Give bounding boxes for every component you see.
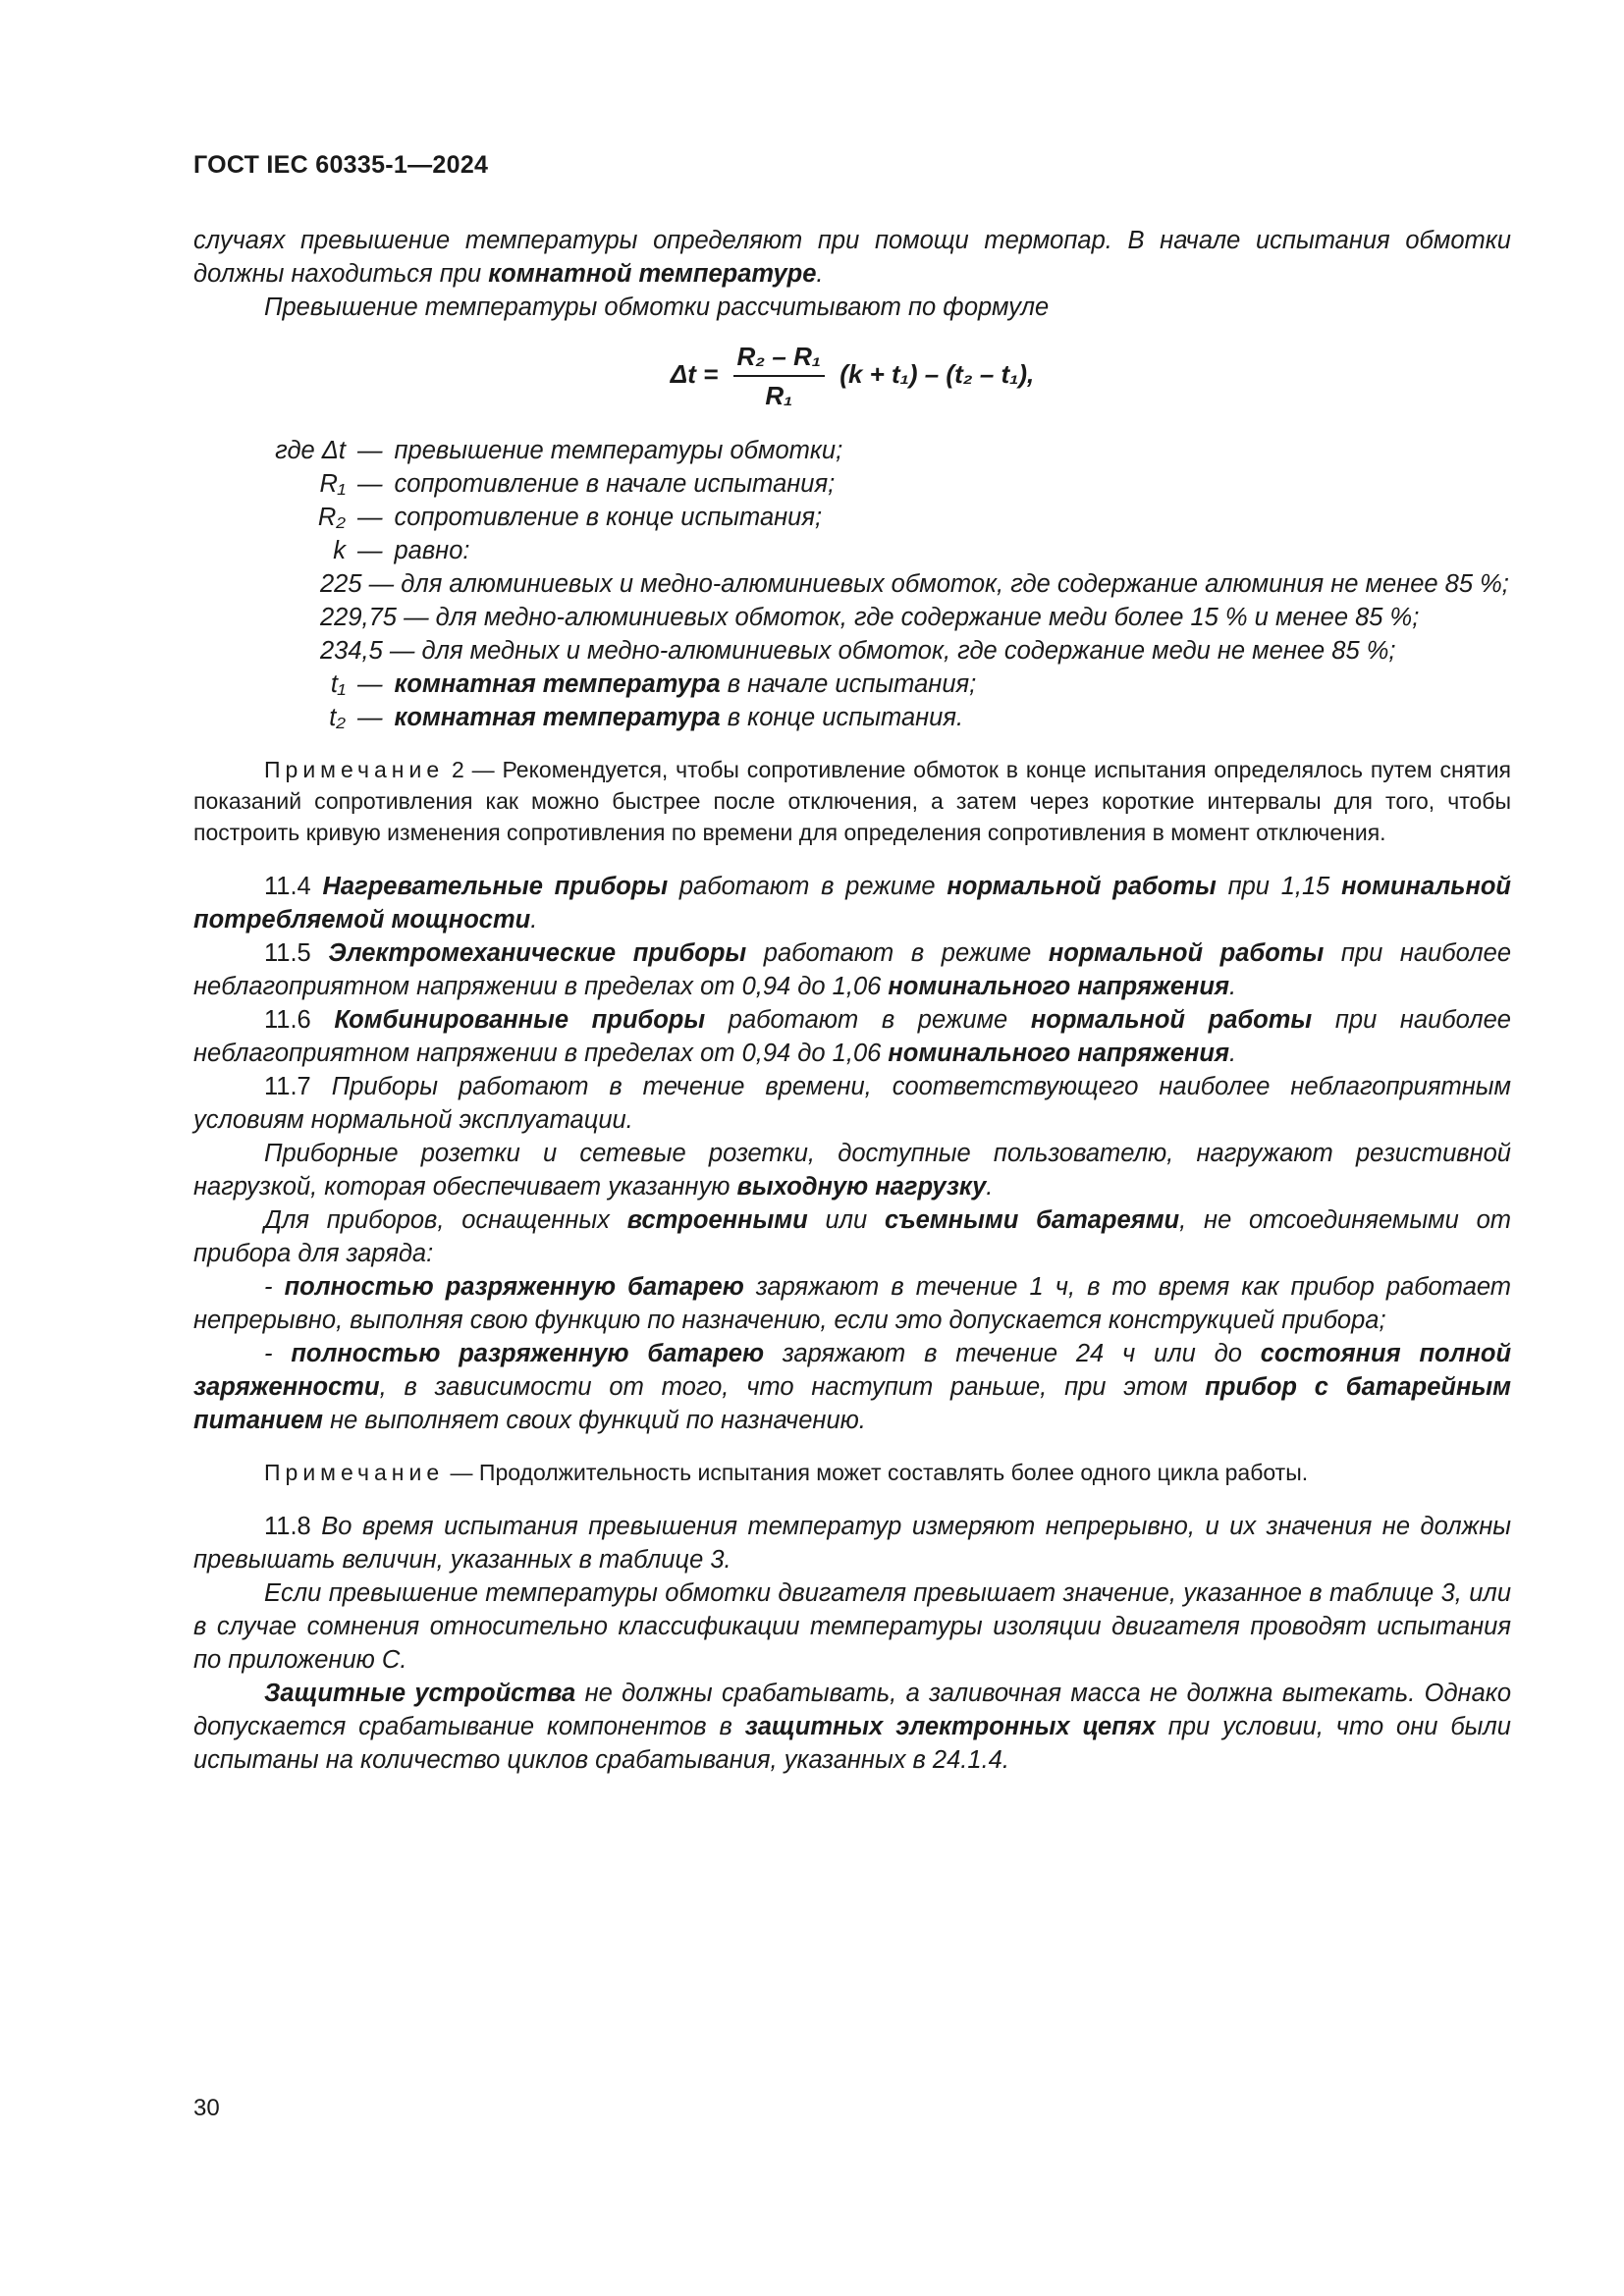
formula-intro: Превышение температуры обмотки рассчитывают по формуле <box>264 294 1050 321</box>
section-11-6 <box>193 1003 1511 1070</box>
text-run: . <box>986 1173 994 1201</box>
defined-term: комнатной температуре <box>488 260 817 288</box>
definition-text <box>395 701 1512 734</box>
dash: — <box>357 470 383 498</box>
section-11-5 <box>193 936 1511 1003</box>
definition-symbol: t₁ <box>330 670 346 698</box>
text-run: Приборные розетки и сетевые розетки, доступные пользователю, нагружают резистивной нагрузкой, которая обеспечивает указанную <box>193 1140 1511 1201</box>
section-number: 11.8 <box>264 1513 311 1540</box>
section-number: 11.7 <box>264 1073 311 1100</box>
defined-term: номинального напряжения <box>888 973 1230 1000</box>
definition-row <box>193 467 1511 501</box>
k-value-item: 234,5 — для медных и медно-алюминиевых обмоток, где содержание меди не менее 85 %; <box>320 637 1396 665</box>
k-value-item: 229,75 — для медно-алюминиевых обмоток, где содержание меди более 15 % и менее 85 %; <box>320 604 1420 631</box>
defined-term: съемными батареями <box>885 1206 1180 1234</box>
text-run: работают в режиме <box>668 873 947 900</box>
text-run: в конце испытания. <box>720 704 964 731</box>
defined-term: комнатная температура <box>394 704 721 731</box>
text-run: не выполняет своих функций по назначению. <box>323 1407 866 1434</box>
formula-fraction <box>733 340 826 412</box>
text-run: . <box>530 906 538 934</box>
defined-term: нормальной работы <box>1030 1006 1313 1034</box>
text-run: . <box>816 260 824 288</box>
section-11-7 <box>193 1070 1511 1137</box>
note-2 <box>193 754 1511 848</box>
definition-row <box>193 667 1511 701</box>
defined-term: Нагревательные приборы <box>322 873 669 900</box>
text-run: Приборы работают в течение времени, соответствующего наиболее неблагоприятным условиям нормальной эксплуатации. <box>193 1073 1511 1134</box>
definition-symbol: k <box>333 537 346 564</box>
formula <box>193 340 1511 410</box>
formula-denominator: R₁ <box>765 381 793 410</box>
paragraph <box>193 1677 1511 1777</box>
defined-term: выходную нагрузку <box>736 1173 987 1201</box>
defined-term: полностью разряженную батарею <box>284 1273 744 1301</box>
text-run: Во время испытания превышения температур измеряют непрерывно, и их значения не должны превышать величин, указанных в таблице 3. <box>193 1513 1511 1574</box>
paragraph <box>193 1137 1511 1203</box>
section-11-4 <box>193 870 1511 936</box>
definitions-list <box>193 434 1511 734</box>
definition-row <box>193 434 1511 467</box>
page-number: 30 <box>193 2095 220 2121</box>
text-run: Для приборов, оснащенных <box>264 1206 627 1234</box>
section-number: 11.5 <box>264 939 311 967</box>
text-run: или <box>807 1206 886 1234</box>
defined-term: номинального напряжения <box>888 1040 1230 1067</box>
text-run: заряжают в течение 1 ч, в то время как прибор работает непрерывно, выполняя свою функцию по назначению, если это допускается конструкцией прибора; <box>193 1273 1512 1334</box>
defined-term: состояния полной заряженности <box>193 1340 1512 1401</box>
section-11-8 <box>193 1510 1511 1576</box>
definition-text: сопротивление в начале испытания; <box>394 470 836 498</box>
defined-term: нормальной работы <box>1048 939 1325 967</box>
note-3 <box>193 1457 1511 1488</box>
definition-text: сопротивление в конце испытания; <box>394 504 823 531</box>
paragraph <box>193 1203 1511 1270</box>
section-number: 11.6 <box>264 1006 311 1034</box>
defined-term: встроенными <box>626 1206 808 1234</box>
note-label: Примечание <box>264 757 445 782</box>
definition-symbol: R₁ <box>319 470 346 498</box>
note-text: — Рекомендуется, чтобы сопротивление обмоток в конце испытания определялось путем снятия показаний сопротивления как можно быстрее после отключения, а затем через короткие интервалы для того, чтобы построить кривую изменения сопротивления по времени для определения сопротивления в момент отключения. <box>193 757 1512 845</box>
list-item <box>193 1270 1511 1337</box>
defined-term: полностью разряженную батарею <box>291 1340 765 1367</box>
document-header: ГОСТ IEC 60335-1—2024 <box>193 151 489 179</box>
defined-term: Защитные устройства <box>264 1680 576 1707</box>
definition-symbol: R₂ <box>317 504 346 531</box>
definition-row <box>193 701 1511 734</box>
definition-row <box>193 501 1511 534</box>
text-run: - <box>264 1273 285 1301</box>
defined-term: номинальной потребляемой мощности <box>193 873 1511 934</box>
defined-term: прибор с батарейным питанием <box>193 1373 1511 1434</box>
dash: — <box>357 704 383 731</box>
note-number: 2 <box>451 757 464 782</box>
intro-paragraph <box>193 224 1511 291</box>
text-run: не должны срабатывать, а заливочная масса не должна вытекать. Однако допускается срабатывание компонентов в <box>193 1680 1511 1740</box>
formula-lhs: Δt = <box>670 358 719 389</box>
text-run: при наиболее неблагоприятном напряжении в пределах от 0,94 до 1,06 <box>193 939 1511 1000</box>
text-run: , не отсоединяемыми от прибора для заряда: <box>193 1206 1511 1267</box>
dash: — <box>357 537 383 564</box>
defined-term: комнатная температура <box>394 670 721 698</box>
defined-term: нормальной работы <box>947 873 1217 900</box>
text-run: в начале испытания; <box>720 670 977 698</box>
text-run: . <box>1229 973 1237 1000</box>
text-run: , в зависимости от того, что наступит раньше, при этом <box>379 1373 1206 1401</box>
definition-row <box>193 534 1511 567</box>
text-run: заряжают в течение 24 ч или до <box>764 1340 1261 1367</box>
definition-text: равно: <box>394 537 470 564</box>
paragraph: Если превышение температуры обмотки двигателя превышает значение, указанное в таблице 3, или в случае сомнения относительно классификации температуры изоляции двигателя проводят испытания по приложению С. <box>193 1579 1511 1674</box>
text-run: работают в режиме <box>705 1006 1031 1034</box>
text-run: случаях превышение температуры определяют при помощи термопар. В начале испытания обмотки должны находиться при <box>193 227 1511 288</box>
text-run: при наиболее неблагоприятном напряжении в пределах от 0,94 до 1,06 <box>193 1006 1511 1067</box>
note-text: — Продолжительность испытания может составлять более одного цикла работы. <box>450 1460 1309 1485</box>
section-number: 11.4 <box>264 873 311 900</box>
defined-term: защитных электронных цепях <box>744 1713 1156 1740</box>
definition-text <box>395 667 1512 701</box>
list-item <box>193 1337 1511 1437</box>
text-run: при условии, что они были испытаны на количество циклов срабатывания, указанных в 24.1.4. <box>193 1713 1511 1774</box>
k-value-item: 225 — для алюминиевых и медно-алюминиевых обмоток, где содержание алюминия не менее 85 %; <box>320 570 1509 598</box>
definition-text: превышение температуры обмотки; <box>394 437 843 464</box>
definition-symbol: где Δt <box>275 437 346 464</box>
page-body <box>193 224 1511 1777</box>
definition-symbol: t₂ <box>329 704 346 731</box>
defined-term: Электромеханические приборы <box>328 939 747 967</box>
dash: — <box>357 670 383 698</box>
text-run: при 1,15 <box>1216 873 1342 900</box>
text-run: - <box>264 1340 292 1367</box>
text-run: работают в режиме <box>746 939 1049 967</box>
formula-rhs: (k + t₁) – (t₂ – t₁), <box>839 358 1035 389</box>
text-run: . <box>1229 1040 1237 1067</box>
defined-term: Комбинированные приборы <box>334 1006 706 1034</box>
dash: — <box>357 437 383 464</box>
formula-numerator: R₂ – R₁ <box>733 340 826 377</box>
dash: — <box>357 504 383 531</box>
note-label: Примечание <box>264 1460 445 1485</box>
